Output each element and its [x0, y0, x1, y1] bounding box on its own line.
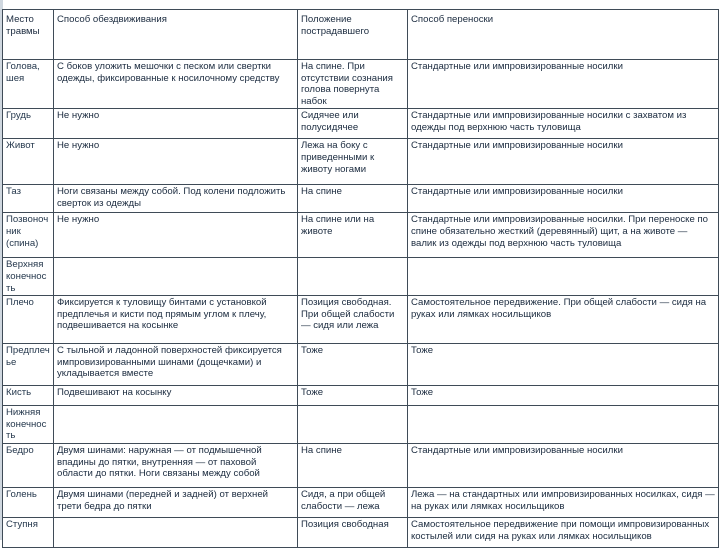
cell-part: Грудь	[3, 109, 54, 139]
section-label: Нижняя конечность	[3, 406, 54, 444]
cell-part: Бедро	[3, 443, 54, 487]
table-row	[3, 296, 719, 344]
cell-part: Голова, шея	[3, 60, 54, 109]
cell-position: Лежа на боку с приведенными к животу ногами	[298, 139, 408, 185]
cell-immobilization: С тыльной и ладонной поверхностей фиксируется импровизированными шинами (дощечками) и укладывается вместе	[54, 344, 298, 386]
cell-immobilization: С боков уложить мешочки с песком или свертки одежды, фиксированные к носилочному средству	[54, 60, 298, 109]
cell-part: Плечо	[3, 296, 54, 344]
cell-transport: Самостоятельное передвижение. При общей слабости — сидя на руках или лямках носильщиков	[408, 296, 719, 344]
cell-part: Предплечье	[3, 344, 54, 386]
cell-position: Сидя, а при общей слабости — лежа	[298, 487, 408, 517]
cell-position: Сидячее или полусидячее	[298, 109, 408, 139]
table-row	[3, 60, 719, 109]
cell-transport: Стандартные или импровизированные носилки	[408, 60, 719, 109]
cell-position: Позиция свободная. При общей слабости — сидя или лежа	[298, 296, 408, 344]
cell-immobilization: Не нужно	[54, 139, 298, 185]
cell-position: Позиция свободная	[298, 517, 408, 547]
cell-position: Тоже	[298, 386, 408, 406]
table-row	[3, 109, 719, 139]
cell-part: Живот	[3, 139, 54, 185]
section-row	[3, 258, 719, 296]
table-row	[3, 185, 719, 213]
cell-transport: Стандартные или импровизированные носилки	[408, 185, 719, 213]
table-row	[3, 386, 719, 406]
cell-immobilization: Фиксируется к туловищу бинтами с установкой предплечья и кисти под прямым углом к плечу, подвешивается на косынке	[54, 296, 298, 344]
cell-immobilization: Не нужно	[54, 213, 298, 258]
cell-immobilization	[54, 406, 298, 444]
cell-position: Тоже	[298, 344, 408, 386]
cell-transport: Самостоятельное передвижение при помощи импровизированных костылей или сидя на руках или лямках носильщиков	[408, 517, 719, 547]
header-row	[3, 10, 719, 60]
cell-transport: Стандартные или импровизированные носилки. При переноске по спине обязательно жесткий (деревянный) щит, а на животе — валик из одежды под верхнюю часть туловища	[408, 213, 719, 258]
cell-part: Кисть	[3, 386, 54, 406]
header-immobilization: Способ обездвиживания	[54, 10, 298, 60]
cell-immobilization	[54, 258, 298, 296]
cell-position	[298, 258, 408, 296]
header-part: Место травмы	[3, 10, 54, 60]
cell-immobilization	[54, 517, 298, 547]
cell-transport: Тоже	[408, 344, 719, 386]
cell-immobilization: Подвешивают на косынку	[54, 386, 298, 406]
cell-immobilization: Двумя шинами (передней и задней) от верхней трети бедра до пятки	[54, 487, 298, 517]
cell-part: Ступня	[3, 517, 54, 547]
cell-position: На спине	[298, 185, 408, 213]
cell-transport	[408, 406, 719, 444]
cell-transport: Стандартные или импровизированные носилки	[408, 139, 719, 185]
cell-transport	[408, 258, 719, 296]
table-row	[3, 517, 719, 547]
cell-immobilization: Ноги связаны между собой. Под колени подложить сверток из одежды	[54, 185, 298, 213]
table-row	[3, 139, 719, 185]
table-row	[3, 487, 719, 517]
cell-position: На спине. При отсутствии сознания голова повернута набок	[298, 60, 408, 109]
cell-part: Позвоночник (спина)	[3, 213, 54, 258]
cell-transport: Тоже	[408, 386, 719, 406]
cell-position	[298, 406, 408, 444]
cell-position: На спине или на животе	[298, 213, 408, 258]
header-position: Положение пострадавшего	[298, 10, 408, 60]
cell-transport: Стандартные или импровизированные носилки с захватом из одежды под верхнюю часть туловища	[408, 109, 719, 139]
cell-transport: Стандартные или импровизированные носилки	[408, 443, 719, 487]
table-row	[3, 344, 719, 386]
table-row	[3, 443, 719, 487]
header-transport: Способ переноски	[408, 10, 719, 60]
cell-immobilization: Не нужно	[54, 109, 298, 139]
cell-part: Таз	[3, 185, 54, 213]
section-row	[3, 406, 719, 444]
table-row	[3, 213, 719, 258]
transport-table	[2, 9, 719, 548]
section-label: Верхняя конечность	[3, 258, 54, 296]
cell-immobilization: Двумя шинами: наружная — от подмышечной впадины до пятки, внутренняя — от паховой области до пятки. Ноги связаны между собой	[54, 443, 298, 487]
cell-part: Голень	[3, 487, 54, 517]
cell-transport: Лежа — на стандартных или импровизированных носилках, сидя — на руках или лямках носильщиков	[408, 487, 719, 517]
cell-position: На спине	[298, 443, 408, 487]
